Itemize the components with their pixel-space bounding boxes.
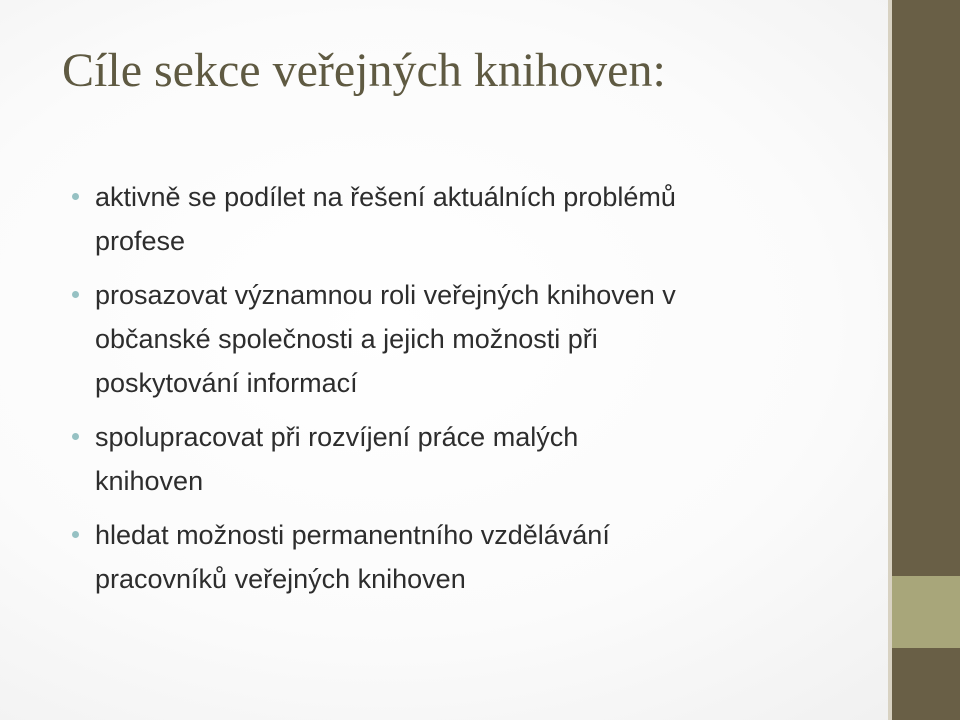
bullet-dot-icon	[72, 291, 79, 298]
bullet-item	[70, 175, 850, 263]
bullet-line: aktivně se podílet na řešení aktuálních problémů	[95, 182, 676, 212]
bullet-line: knihoven	[95, 466, 204, 496]
bullet-line: pracovníků veřejných knihoven	[95, 564, 466, 594]
bullet-line: hledat možnosti permanentního vzdělávání	[95, 520, 610, 550]
bullet-line: spolupracovat při rozvíjení práce malých	[95, 422, 579, 452]
slide-title: Cíle sekce veřejných knihoven:	[62, 44, 666, 97]
bullet-list	[70, 175, 850, 611]
bullet-dot-icon	[72, 433, 79, 440]
bullet-item	[70, 415, 850, 503]
sidebar-accent-block	[892, 576, 960, 648]
bullet-line: poskytování informací	[95, 368, 358, 398]
bullet-line: profese	[95, 226, 186, 256]
bullet-dot-icon	[72, 193, 79, 200]
bullet-line: občanské společnosti a jejich možnosti při	[95, 324, 598, 354]
bullet-line: prosazovat významnou roli veřejných knihoven v	[95, 280, 676, 310]
bullet-item	[70, 273, 850, 405]
bullet-dot-icon	[72, 531, 79, 538]
bullet-item	[70, 513, 850, 601]
